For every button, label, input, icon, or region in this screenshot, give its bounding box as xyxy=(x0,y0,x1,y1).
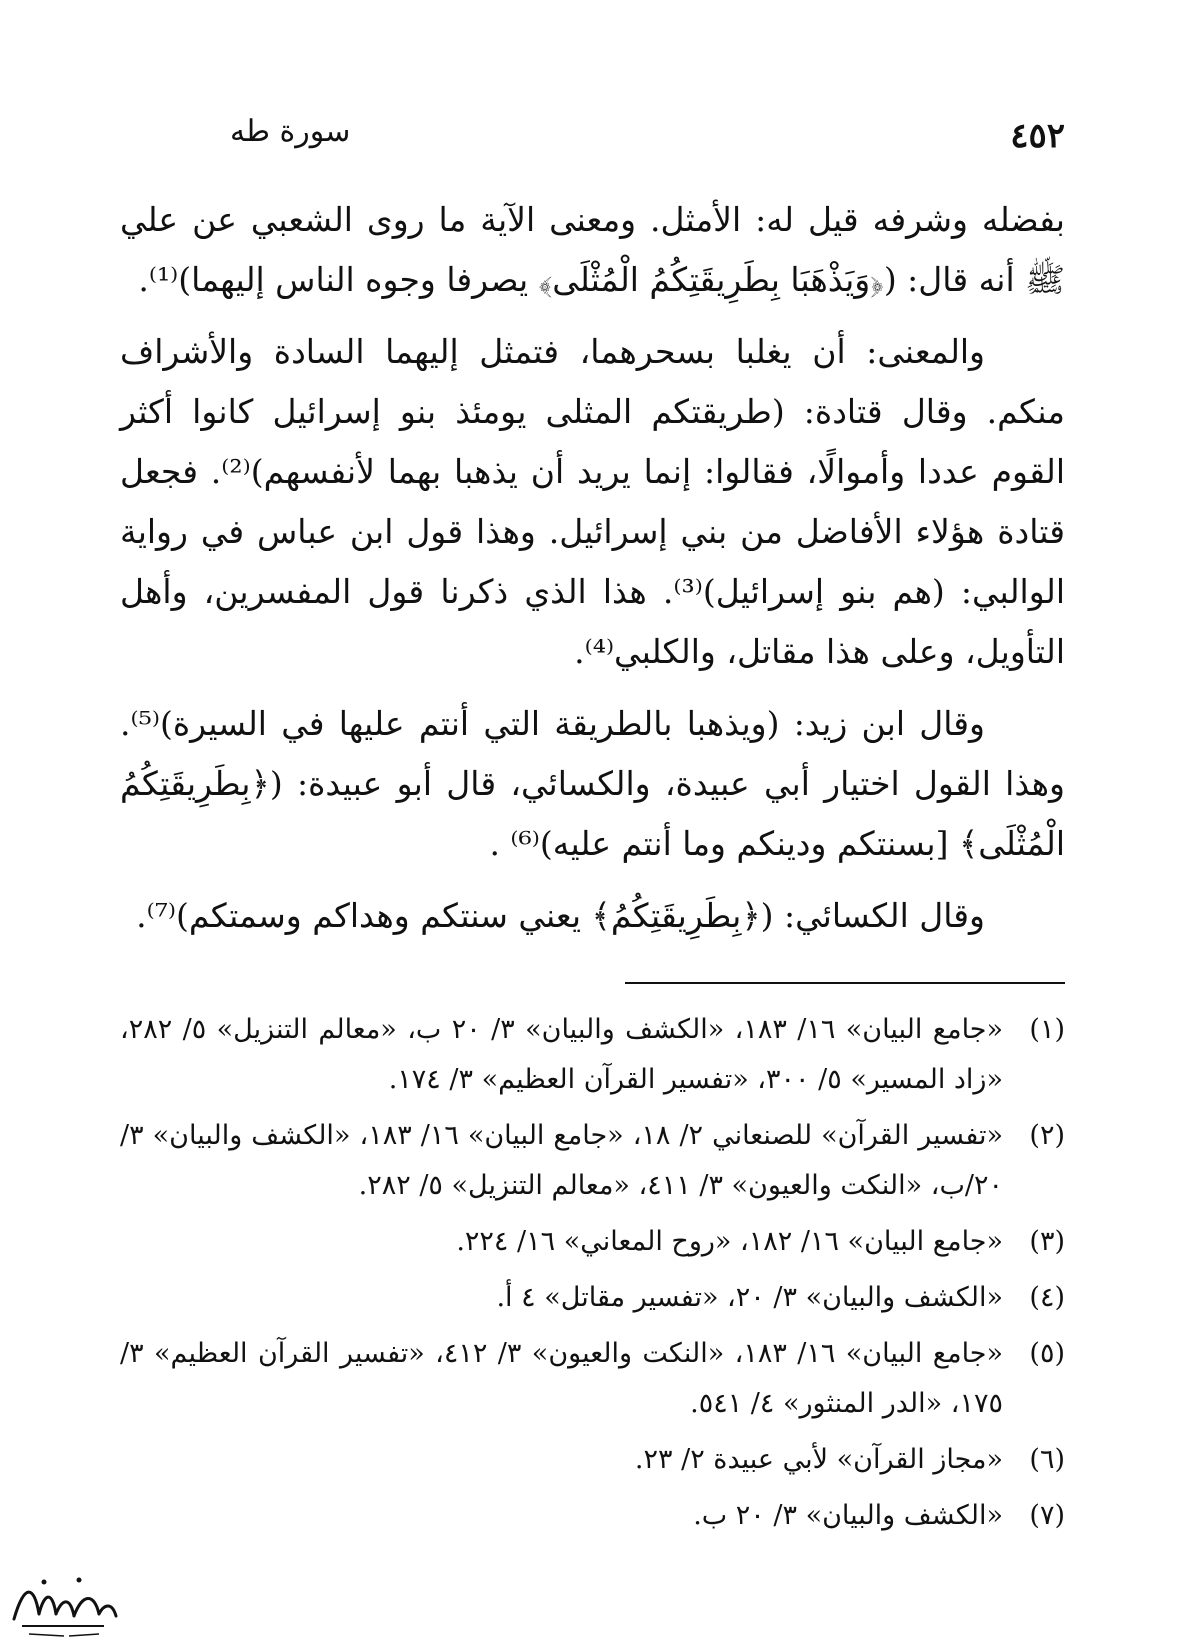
footnote-text: «جامع البيان» ١٦/ ١٨٣، «النكت والعيون» ٣/ ٤١٢، «تفسير القرآن العظيم» ٣/ ١٧٥، «الدر المنثور» ٤/ ٥٤١. xyxy=(120,1338,1004,1419)
footnote-separator xyxy=(625,982,1065,984)
footnote-text: «مجاز القرآن» لأبي عبيدة ٢/ ٢٣. xyxy=(634,1444,1003,1475)
footnote-number: (٥) xyxy=(1029,1338,1065,1369)
paragraph: بفضله وشرفه قيل له: الأمثل. ومعنى الآية ما روى الشعبي عن علي ﷺ أنه قال: (﴿وَيَذْهَبَا بِطَرِيقَتِكُمُ الْمُثْلَى﴾ يصرفا وجوه الناس إليهما)⁽¹⁾. xyxy=(120,200,1065,299)
paragraph: وقال ابن زيد: (ويذهبا بالطريقة التي أنتم عليها في السيرة)⁽⁵⁾. وهذا القول اختيار أبي عبيدة، والكسائي، قال أبو عبيدة: (﴿بِطَرِيقَتِكُمُ الْمُثْلَى﴾ [بسنتكم ودينكم وما أنتم عليه)⁽⁶⁾ . xyxy=(120,704,1065,863)
footnote-number: (١) xyxy=(1029,1014,1065,1045)
calligraphy-logo-icon xyxy=(4,1564,124,1644)
footnote xyxy=(120,1329,1065,1429)
footnote-text: «الكشف والبيان» ٣/ ٢٠، «تفسير مقاتل» ٤ أ. xyxy=(496,1282,1003,1313)
footnote-text: «جامع البيان» ١٦/ ١٨٣، «الكشف والبيان» ٣/ ٢٠ ب، «معالم التنزيل» ٥/ ٢٨٢، «زاد المسير» ٥/ ٣٠٠، «تفسير القرآن العظيم» ٣/ ١٧٤. xyxy=(120,1014,1004,1095)
page-number: ٤٥٢ xyxy=(1010,116,1065,156)
footnote-text: «تفسير القرآن» للصنعاني ٢/ ١٨، «جامع البيان» ١٦/ ١٨٣، «الكشف والبيان» ٣/ ٢٠/ب، «النكت والعيون» ٣/ ٤١١، «معالم التنزيل» ٥/ ٢٨٢. xyxy=(120,1120,1004,1201)
footnote xyxy=(120,1491,1065,1541)
footnote-number: (٢) xyxy=(1029,1120,1065,1151)
footnote-number: (٦) xyxy=(1029,1444,1065,1475)
footnote xyxy=(120,1273,1065,1323)
footnote-number: (٣) xyxy=(1029,1226,1065,1257)
footnote-text: «الكشف والبيان» ٣/ ٢٠ ب. xyxy=(693,1500,1003,1531)
footnote xyxy=(120,1111,1065,1211)
paragraph: والمعنى: أن يغلبا بسحرهما، فتمثل إليهما السادة والأشراف منكم. وقال قتادة: (طريقتكم المثلى يومئذ بنو إسرائيل كانوا أكثر القوم عددا وأموالًا، فقالوا: إنما يريد أن يذهبا بهما لأنفسهم)⁽²⁾. فجعل قتادة هؤلاء الأفاضل من بني إسرائيل. وهذا قول ابن عباس في رواية الوالبي: (هم بنو إسرائيل)⁽³⁾. هذا الذي ذكرنا قول المفسرين، وأهل التأويل، وعلى هذا مقاتل، والكلبي⁽⁴⁾. xyxy=(120,332,1065,671)
page-header xyxy=(160,110,1065,160)
footnote xyxy=(120,1217,1065,1267)
surah-title: سورة طه xyxy=(230,114,351,149)
paragraph: وقال الكسائي: (﴿بِطَرِيقَتِكُمُ﴾ يعني سنتكم وهداكم وسمتكم)⁽⁷⁾. xyxy=(136,896,985,935)
main-text xyxy=(120,190,1065,958)
footnote-text: «جامع البيان» ١٦/ ١٨٢، «روح المعاني» ١٦/ ٢٢٤. xyxy=(456,1226,1003,1257)
footnote xyxy=(120,1005,1065,1105)
footnote xyxy=(120,1435,1065,1485)
footnotes xyxy=(120,1005,1065,1547)
footnote-number: (٤) xyxy=(1029,1282,1065,1313)
footnote-number: (٧) xyxy=(1029,1500,1065,1531)
